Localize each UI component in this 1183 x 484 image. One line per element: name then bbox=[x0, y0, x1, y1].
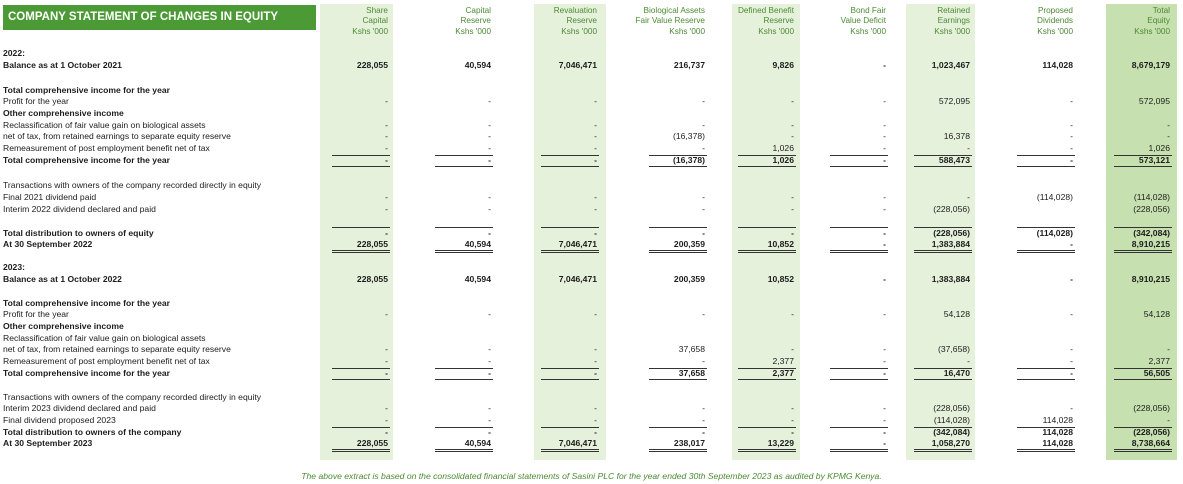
total-underline bbox=[1017, 449, 1075, 452]
row-label: Remeasurement of post employment benefit net of tax bbox=[3, 143, 210, 153]
column-header-defined-benefit-reserve: Defined Benefit Reserve Kshs '000 bbox=[738, 6, 794, 36]
total-underline bbox=[649, 166, 707, 167]
cell-revaluation-reserve: - bbox=[594, 344, 597, 354]
total-underline bbox=[649, 155, 707, 156]
cell-capital-reserve: - bbox=[488, 356, 491, 366]
total-underline bbox=[914, 368, 972, 369]
cell-biological-assets-reserve: - bbox=[702, 356, 705, 366]
cell-share-capital: 228,055 bbox=[356, 239, 388, 249]
cell-bond-fair-value-deficit: - bbox=[883, 204, 886, 214]
total-underline bbox=[435, 166, 493, 167]
cell-proposed-dividends: 114,028 bbox=[1042, 415, 1073, 425]
cell-capital-reserve: - bbox=[488, 155, 491, 165]
cell-retained-earnings: (228,056) bbox=[933, 204, 970, 214]
cell-biological-assets-reserve: - bbox=[702, 204, 705, 214]
total-underline bbox=[435, 427, 493, 428]
cell-share-capital: - bbox=[385, 368, 388, 378]
cell-total-equity: 8,910,215 bbox=[1131, 274, 1170, 284]
cell-capital-reserve: - bbox=[488, 120, 491, 130]
cell-bond-fair-value-deficit: - bbox=[883, 403, 886, 413]
cell-capital-reserve: 40,594 bbox=[464, 60, 491, 70]
row-label: At 30 September 2022 bbox=[3, 239, 93, 249]
total-underline bbox=[435, 449, 493, 452]
cell-capital-reserve: 40,594 bbox=[464, 438, 491, 448]
cell-retained-earnings: - bbox=[967, 192, 970, 202]
total-underline bbox=[1114, 227, 1172, 228]
cell-bond-fair-value-deficit: - bbox=[883, 60, 886, 70]
cell-revaluation-reserve: - bbox=[594, 204, 597, 214]
cell-share-capital: - bbox=[385, 403, 388, 413]
cell-bond-fair-value-deficit: - bbox=[883, 356, 886, 366]
cell-total-equity: 8,910,215 bbox=[1131, 239, 1170, 249]
cell-share-capital: - bbox=[385, 344, 388, 354]
row-label: Balance as at 1 October 2022 bbox=[3, 274, 122, 284]
column-header-share-capital: Share Capital Kshs '000 bbox=[352, 6, 388, 36]
column-header-retained-earnings: Retained Earnings Kshs '000 bbox=[934, 6, 970, 36]
cell-revaluation-reserve: 7,046,471 bbox=[558, 438, 597, 448]
total-underline bbox=[830, 166, 888, 167]
cell-share-capital: - bbox=[385, 309, 388, 319]
statement-title: COMPANY STATEMENT OF CHANGES IN EQUITY bbox=[3, 5, 316, 30]
total-underline bbox=[914, 227, 972, 228]
total-underline bbox=[649, 368, 707, 369]
cell-proposed-dividends: - bbox=[1070, 96, 1073, 106]
total-underline bbox=[830, 379, 888, 380]
cell-capital-reserve: - bbox=[488, 427, 491, 437]
total-underline bbox=[435, 368, 493, 369]
cell-share-capital: - bbox=[385, 204, 388, 214]
cell-capital-reserve: - bbox=[488, 309, 491, 319]
cell-proposed-dividends: - bbox=[1070, 403, 1073, 413]
cell-revaluation-reserve: - bbox=[594, 309, 597, 319]
cell-bond-fair-value-deficit: - bbox=[883, 131, 886, 141]
total-underline bbox=[332, 379, 390, 380]
cell-retained-earnings: 16,470 bbox=[943, 368, 970, 378]
cell-proposed-dividends: - bbox=[1070, 143, 1073, 153]
total-underline bbox=[1114, 368, 1172, 369]
cell-share-capital: 228,055 bbox=[356, 438, 388, 448]
cell-capital-reserve: 40,594 bbox=[464, 239, 491, 249]
row-label: Transactions with owners of the company recorded directly in equity bbox=[3, 392, 262, 402]
cell-bond-fair-value-deficit: - bbox=[883, 415, 886, 425]
cell-retained-earnings: - bbox=[967, 356, 970, 366]
cell-proposed-dividends: (114,028) bbox=[1036, 192, 1073, 202]
cell-retained-earnings: 1,383,884 bbox=[931, 274, 970, 284]
total-underline bbox=[830, 155, 888, 156]
cell-defined-benefit-reserve: - bbox=[791, 120, 794, 130]
cell-biological-assets-reserve: (16,378) bbox=[672, 131, 705, 141]
cell-proposed-dividends: - bbox=[1070, 239, 1073, 249]
total-underline bbox=[830, 250, 888, 253]
total-underline bbox=[332, 250, 390, 253]
cell-bond-fair-value-deficit: - bbox=[883, 96, 886, 106]
cell-bond-fair-value-deficit: - bbox=[883, 368, 886, 378]
total-underline bbox=[914, 155, 972, 156]
total-underline bbox=[435, 250, 493, 253]
total-underline bbox=[332, 368, 390, 369]
cell-capital-reserve: - bbox=[488, 192, 491, 202]
total-underline bbox=[830, 368, 888, 369]
cell-defined-benefit-reserve: 10,852 bbox=[767, 274, 794, 284]
cell-share-capital: - bbox=[385, 143, 388, 153]
cell-proposed-dividends: (114,028) bbox=[1036, 228, 1073, 238]
cell-total-equity: 572,095 bbox=[1138, 96, 1170, 106]
cell-bond-fair-value-deficit: - bbox=[883, 192, 886, 202]
cell-bond-fair-value-deficit: - bbox=[883, 120, 886, 130]
cell-bond-fair-value-deficit: - bbox=[883, 427, 886, 437]
cell-capital-reserve: - bbox=[488, 228, 491, 238]
cell-capital-reserve: - bbox=[488, 403, 491, 413]
cell-biological-assets-reserve: - bbox=[702, 192, 705, 202]
total-underline bbox=[541, 155, 599, 156]
cell-total-equity: - bbox=[1167, 344, 1170, 354]
row-label: Total comprehensive income for the year bbox=[3, 298, 170, 308]
row-label: Total distribution to owners of the company bbox=[3, 427, 182, 437]
cell-biological-assets-reserve: 37,658 bbox=[678, 368, 705, 378]
cell-retained-earnings: 1,058,270 bbox=[931, 438, 970, 448]
cell-proposed-dividends: - bbox=[1070, 309, 1073, 319]
cell-capital-reserve: - bbox=[488, 96, 491, 106]
share-capital-column-shade bbox=[320, 4, 393, 460]
cell-total-equity: (228,056) bbox=[1133, 427, 1170, 437]
cell-biological-assets-reserve: - bbox=[702, 309, 705, 319]
total-underline bbox=[649, 427, 707, 428]
row-label: Reclassification of fair value gain on biological assets bbox=[3, 120, 206, 130]
total-underline bbox=[1114, 379, 1172, 380]
column-header-capital-reserve: Capital Reserve Kshs '000 bbox=[455, 6, 491, 36]
total-underline bbox=[332, 427, 390, 428]
cell-defined-benefit-reserve: - bbox=[791, 228, 794, 238]
column-header-total-equity: Total Equity Kshs '000 bbox=[1134, 6, 1170, 36]
total-underline bbox=[1017, 427, 1075, 428]
cell-defined-benefit-reserve: 13,229 bbox=[767, 438, 794, 448]
total-underline bbox=[738, 250, 796, 253]
column-header-biological-assets-reserve: Biological Assets Fair Value Reserve Kshs '000 bbox=[635, 6, 705, 36]
cell-share-capital: 228,055 bbox=[356, 274, 388, 284]
cell-capital-reserve: - bbox=[488, 344, 491, 354]
cell-share-capital: - bbox=[385, 228, 388, 238]
cell-bond-fair-value-deficit: - bbox=[883, 438, 886, 448]
total-underline bbox=[914, 449, 972, 452]
defined-benefit-column-shade bbox=[732, 4, 800, 460]
row-label: Other comprehensive income bbox=[3, 108, 124, 118]
cell-biological-assets-reserve: - bbox=[702, 96, 705, 106]
total-underline bbox=[649, 250, 707, 253]
cell-revaluation-reserve: - bbox=[594, 368, 597, 378]
cell-share-capital: - bbox=[385, 120, 388, 130]
cell-defined-benefit-reserve: - bbox=[791, 192, 794, 202]
cell-biological-assets-reserve: 200,359 bbox=[673, 239, 705, 249]
row-label: Profit for the year bbox=[3, 96, 69, 106]
row-label: net of tax, from retained earnings to separate equity reserve bbox=[3, 344, 231, 354]
cell-revaluation-reserve: - bbox=[594, 120, 597, 130]
column-header-revaluation-reserve: Revaluation Reserve Kshs '000 bbox=[553, 6, 597, 36]
cell-revaluation-reserve: - bbox=[594, 143, 597, 153]
cell-retained-earnings: 588,473 bbox=[938, 155, 970, 165]
cell-bond-fair-value-deficit: - bbox=[883, 143, 886, 153]
total-underline bbox=[541, 250, 599, 253]
row-label: Transactions with owners of the company recorded directly in equity bbox=[3, 180, 262, 190]
cell-share-capital: - bbox=[385, 96, 388, 106]
row-label: Profit for the year bbox=[3, 309, 69, 319]
row-label: Reclassification of fair value gain on biological assets bbox=[3, 333, 206, 343]
cell-capital-reserve: - bbox=[488, 415, 491, 425]
cell-revaluation-reserve: - bbox=[594, 131, 597, 141]
cell-proposed-dividends: 114,028 bbox=[1042, 427, 1073, 437]
cell-defined-benefit-reserve: - bbox=[791, 403, 794, 413]
row-label: Other comprehensive income bbox=[3, 321, 124, 331]
total-underline bbox=[332, 227, 390, 228]
cell-biological-assets-reserve: - bbox=[702, 143, 705, 153]
cell-proposed-dividends: - bbox=[1070, 356, 1073, 366]
total-underline bbox=[830, 427, 888, 428]
total-underline bbox=[435, 227, 493, 228]
cell-bond-fair-value-deficit: - bbox=[883, 228, 886, 238]
column-header-proposed-dividends: Proposed Dividends Kshs '000 bbox=[1037, 6, 1073, 36]
cell-proposed-dividends: - bbox=[1070, 155, 1073, 165]
cell-capital-reserve: - bbox=[488, 368, 491, 378]
cell-bond-fair-value-deficit: - bbox=[883, 309, 886, 319]
cell-revaluation-reserve: - bbox=[594, 427, 597, 437]
total-underline bbox=[1017, 379, 1075, 380]
cell-biological-assets-reserve: 200,359 bbox=[673, 274, 705, 284]
cell-revaluation-reserve: 7,046,471 bbox=[558, 239, 597, 249]
cell-retained-earnings: 572,095 bbox=[938, 96, 970, 106]
cell-revaluation-reserve: - bbox=[594, 192, 597, 202]
cell-bond-fair-value-deficit: - bbox=[883, 344, 886, 354]
cell-total-equity: (114,028) bbox=[1133, 192, 1170, 202]
cell-biological-assets-reserve: - bbox=[702, 427, 705, 437]
row-label: Total comprehensive income for the year bbox=[3, 85, 170, 95]
cell-share-capital: - bbox=[385, 155, 388, 165]
row-label: Balance as at 1 October 2021 bbox=[3, 60, 122, 70]
total-underline bbox=[1017, 227, 1075, 228]
cell-defined-benefit-reserve: - bbox=[791, 427, 794, 437]
cell-capital-reserve: 40,594 bbox=[464, 274, 491, 284]
total-underline bbox=[738, 449, 796, 452]
row-label: 2022: bbox=[3, 48, 25, 58]
cell-total-equity: - bbox=[1167, 120, 1170, 130]
cell-defined-benefit-reserve: - bbox=[791, 204, 794, 214]
cell-total-equity: 8,738,664 bbox=[1131, 438, 1170, 448]
cell-revaluation-reserve: - bbox=[594, 228, 597, 238]
cell-biological-assets-reserve: 216,737 bbox=[673, 60, 705, 70]
row-label: Interim 2022 dividend declared and paid bbox=[3, 204, 156, 214]
cell-share-capital: - bbox=[385, 192, 388, 202]
cell-retained-earnings: (228,056) bbox=[933, 403, 970, 413]
cell-capital-reserve: - bbox=[488, 204, 491, 214]
cell-retained-earnings: - bbox=[967, 143, 970, 153]
cell-defined-benefit-reserve: - bbox=[791, 96, 794, 106]
total-underline bbox=[541, 427, 599, 428]
total-underline bbox=[1114, 250, 1172, 253]
cell-defined-benefit-reserve: 2,377 bbox=[772, 356, 794, 366]
total-underline bbox=[332, 449, 390, 452]
total-underline bbox=[1114, 449, 1172, 452]
total-underline bbox=[738, 427, 796, 428]
cell-proposed-dividends: - bbox=[1070, 344, 1073, 354]
total-underline bbox=[1114, 427, 1172, 428]
cell-total-equity: 56,505 bbox=[1143, 368, 1170, 378]
cell-revaluation-reserve: 7,046,471 bbox=[558, 274, 597, 284]
total-underline bbox=[914, 250, 972, 253]
cell-proposed-dividends: 114,028 bbox=[1042, 60, 1073, 70]
cell-total-equity: (342,084) bbox=[1133, 228, 1170, 238]
cell-total-equity: 54,128 bbox=[1143, 309, 1170, 319]
cell-proposed-dividends: - bbox=[1070, 368, 1073, 378]
row-label: Final dividend proposed 2023 bbox=[3, 415, 116, 425]
total-underline bbox=[435, 155, 493, 156]
cell-proposed-dividends: - bbox=[1070, 120, 1073, 130]
total-underline bbox=[830, 449, 888, 452]
total-underline bbox=[738, 166, 796, 167]
cell-capital-reserve: - bbox=[488, 131, 491, 141]
row-label: Total distribution to owners of equity bbox=[3, 228, 154, 238]
cell-revaluation-reserve: 7,046,471 bbox=[558, 60, 597, 70]
column-header-bond-fair-value-deficit: Bond Fair Value Deficit Kshs '000 bbox=[840, 6, 886, 36]
row-label: Interim 2023 dividend declared and paid bbox=[3, 403, 156, 413]
row-label: net of tax, from retained earnings to separate equity reserve bbox=[3, 131, 231, 141]
total-underline bbox=[649, 449, 707, 452]
cell-total-equity: 2,377 bbox=[1148, 356, 1170, 366]
total-underline bbox=[1114, 155, 1172, 156]
cell-share-capital: - bbox=[385, 356, 388, 366]
cell-revaluation-reserve: - bbox=[594, 356, 597, 366]
cell-proposed-dividends: - bbox=[1070, 274, 1073, 284]
total-underline bbox=[914, 166, 972, 167]
total-underline bbox=[830, 227, 888, 228]
total-underline bbox=[649, 379, 707, 380]
cell-retained-earnings: (342,084) bbox=[933, 427, 970, 437]
cell-retained-earnings: 16,378 bbox=[943, 131, 970, 141]
cell-defined-benefit-reserve: - bbox=[791, 309, 794, 319]
cell-total-equity: 8,679,179 bbox=[1131, 60, 1170, 70]
total-underline bbox=[914, 427, 972, 428]
cell-retained-earnings: 1,383,884 bbox=[931, 239, 970, 249]
cell-biological-assets-reserve: - bbox=[702, 228, 705, 238]
cell-total-equity: 1,026 bbox=[1148, 143, 1170, 153]
cell-retained-earnings: (228,056) bbox=[933, 228, 970, 238]
total-underline bbox=[1017, 166, 1075, 167]
total-underline bbox=[738, 368, 796, 369]
total-underline bbox=[1114, 166, 1172, 167]
total-underline bbox=[1017, 368, 1075, 369]
cell-bond-fair-value-deficit: - bbox=[883, 239, 886, 249]
total-underline bbox=[541, 368, 599, 369]
cell-defined-benefit-reserve: - bbox=[791, 415, 794, 425]
cell-share-capital: - bbox=[385, 415, 388, 425]
cell-revaluation-reserve: - bbox=[594, 403, 597, 413]
cell-revaluation-reserve: - bbox=[594, 96, 597, 106]
cell-biological-assets-reserve: - bbox=[702, 403, 705, 413]
cell-total-equity: (228,056) bbox=[1133, 403, 1170, 413]
cell-capital-reserve: - bbox=[488, 143, 491, 153]
total-underline bbox=[332, 166, 390, 167]
total-underline bbox=[1017, 250, 1075, 253]
cell-defined-benefit-reserve: 1,026 bbox=[772, 155, 794, 165]
cell-retained-earnings: 1,023,467 bbox=[931, 60, 970, 70]
cell-defined-benefit-reserve: 10,852 bbox=[767, 239, 794, 249]
cell-biological-assets-reserve: - bbox=[702, 415, 705, 425]
total-underline bbox=[541, 449, 599, 452]
cell-biological-assets-reserve: (16,378) bbox=[672, 155, 705, 165]
cell-revaluation-reserve: - bbox=[594, 415, 597, 425]
total-underline bbox=[435, 379, 493, 380]
footnote: The above extract is based on the consolidated financial statements of Sasini PLC for the year ended 30th September 2023 as audited by KPMG Kenya. bbox=[301, 471, 882, 481]
cell-total-equity: 573,121 bbox=[1138, 155, 1170, 165]
cell-retained-earnings: (114,028) bbox=[933, 415, 970, 425]
total-underline bbox=[649, 227, 707, 228]
cell-defined-benefit-reserve: - bbox=[791, 344, 794, 354]
cell-share-capital: - bbox=[385, 131, 388, 141]
cell-share-capital: 228,055 bbox=[356, 60, 388, 70]
cell-proposed-dividends: 114,028 bbox=[1042, 438, 1073, 448]
total-underline bbox=[738, 379, 796, 380]
total-underline bbox=[914, 379, 972, 380]
cell-total-equity: - bbox=[1167, 131, 1170, 141]
cell-defined-benefit-reserve: - bbox=[791, 131, 794, 141]
total-underline bbox=[1017, 155, 1075, 156]
cell-total-equity: (228,056) bbox=[1133, 204, 1170, 214]
cell-bond-fair-value-deficit: - bbox=[883, 274, 886, 284]
row-label: Total comprehensive income for the year bbox=[3, 155, 170, 165]
row-label: 2023: bbox=[3, 262, 25, 272]
total-underline bbox=[332, 155, 390, 156]
row-label: Final 2021 dividend paid bbox=[3, 192, 97, 202]
cell-biological-assets-reserve: - bbox=[702, 120, 705, 130]
cell-bond-fair-value-deficit: - bbox=[883, 155, 886, 165]
total-underline bbox=[541, 227, 599, 228]
cell-defined-benefit-reserve: 1,026 bbox=[772, 143, 794, 153]
cell-biological-assets-reserve: 238,017 bbox=[673, 438, 705, 448]
total-underline bbox=[541, 166, 599, 167]
row-label: Remeasurement of post employment benefit net of tax bbox=[3, 356, 210, 366]
cell-defined-benefit-reserve: 9,826 bbox=[772, 60, 794, 70]
cell-retained-earnings: 54,128 bbox=[943, 309, 970, 319]
cell-proposed-dividends: - bbox=[1070, 131, 1073, 141]
cell-retained-earnings: (37,658) bbox=[937, 344, 970, 354]
total-underline bbox=[738, 155, 796, 156]
total-underline bbox=[738, 227, 796, 228]
cell-revaluation-reserve: - bbox=[594, 155, 597, 165]
total-underline bbox=[541, 379, 599, 380]
row-label: At 30 September 2023 bbox=[3, 438, 93, 448]
cell-total-equity: - bbox=[1167, 415, 1170, 425]
row-label: Total comprehensive income for the year bbox=[3, 368, 170, 378]
cell-biological-assets-reserve: 37,658 bbox=[678, 344, 705, 354]
cell-share-capital: - bbox=[385, 427, 388, 437]
cell-defined-benefit-reserve: 2,377 bbox=[772, 368, 794, 378]
